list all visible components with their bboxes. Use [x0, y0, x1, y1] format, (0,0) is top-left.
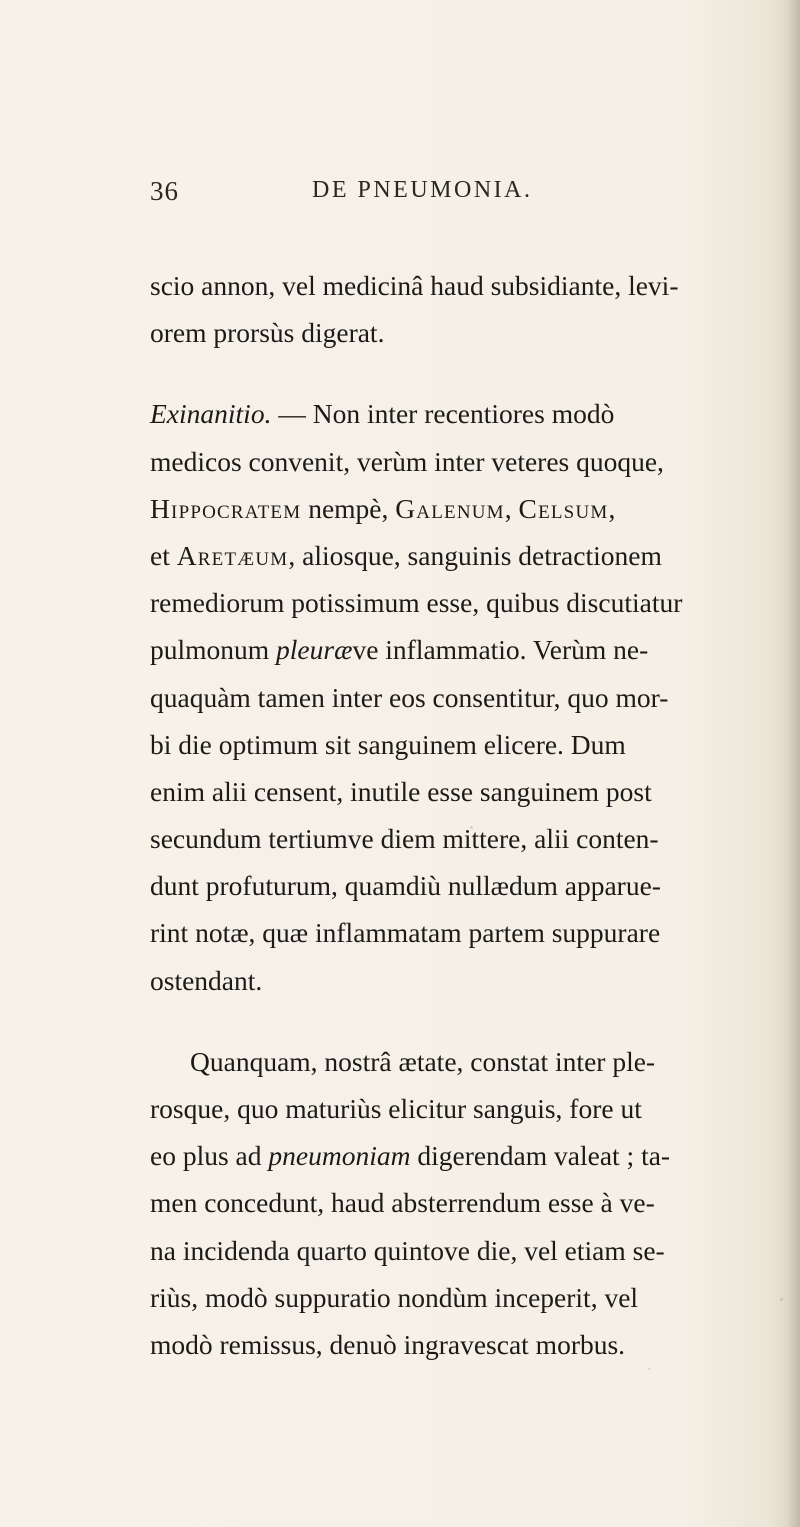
text-span: ve inflammatio. Verùm ne-: [352, 634, 649, 666]
text-span: ,: [608, 492, 616, 524]
text-line: ostendant.: [150, 964, 263, 996]
author-name: Aretæum: [176, 539, 289, 571]
text-line: na incidenda quarto quintove die, vel etiam se-: [150, 1234, 665, 1266]
text-line: secundum tertiumve diem mittere, alii conten-: [150, 823, 659, 855]
text-span: , aliosque, sanguinis detractionem: [288, 539, 662, 571]
text-line: scio annon, vel medicinâ haud subsidiante, levi-: [150, 270, 679, 301]
italic-term: pleuræ: [276, 634, 353, 666]
text-line: [150, 532, 790, 579]
author-name: Hippocratem: [150, 492, 302, 524]
section-heading: Exinanitio.: [150, 398, 272, 430]
text-span: et: [150, 539, 177, 571]
text-line: Quanquam, nostrâ ætate, constat inter ple-: [190, 1045, 656, 1077]
italic-term: pneumoniam: [268, 1140, 411, 1172]
text-span: pulmonum: [150, 634, 277, 666]
paper-speck: [470, 826, 473, 829]
text-span: digerendam valeat ; ta-: [410, 1140, 671, 1172]
text-line: medicos convenit, verùm inter veteres quoque,: [150, 445, 664, 477]
paragraph-gap: [150, 356, 790, 390]
author-name: Celsum: [518, 492, 609, 524]
paper-speck: [648, 1368, 650, 1370]
text-span: nempè,: [301, 492, 396, 524]
paper-speck: [780, 1298, 783, 1301]
text-line: [150, 485, 790, 532]
text-line: [150, 626, 790, 673]
text-span: — Non inter recentiores modò: [271, 398, 615, 430]
body-text: [150, 262, 790, 1368]
text-line: rint notæ, quæ inflammatam partem suppurare: [150, 917, 661, 949]
text-line: riùs, modò suppuratio nondùm inceperit, vel: [150, 1281, 639, 1313]
text-line: bi die optimum sit sanguinem elicere. Dum: [150, 728, 626, 760]
page-header: [150, 176, 770, 216]
author-name: Galenum: [395, 492, 505, 524]
text-line: [150, 390, 790, 437]
text-line: dunt profuturum, quamdiù nullædum apparue-: [150, 870, 661, 902]
paragraph-gap: [150, 1004, 790, 1038]
running-head: DE PNEUMONIA.: [312, 177, 533, 203]
text-line: rosque, quo maturiùs elicitur sanguis, fore ut: [150, 1093, 642, 1124]
text-line: remediorum potissimum esse, quibus discutiatur: [150, 587, 683, 619]
text-span: ,: [504, 492, 519, 524]
text-line: modò remissus, denuò ingravescat morbus.: [150, 1328, 626, 1360]
text-line: orem prorsùs digerat.: [150, 317, 385, 349]
text-line: quaquàm tamen inter eos consentitur, quo mor-: [150, 681, 669, 713]
text-line: enim alii censent, inutile esse sanguinem post: [150, 775, 652, 807]
text-span: eo plus ad: [150, 1140, 269, 1172]
page-number: 36: [150, 176, 179, 206]
text-line: men concedunt, haud absterrendum esse à ve-: [150, 1187, 655, 1219]
text-line: [150, 1132, 790, 1179]
